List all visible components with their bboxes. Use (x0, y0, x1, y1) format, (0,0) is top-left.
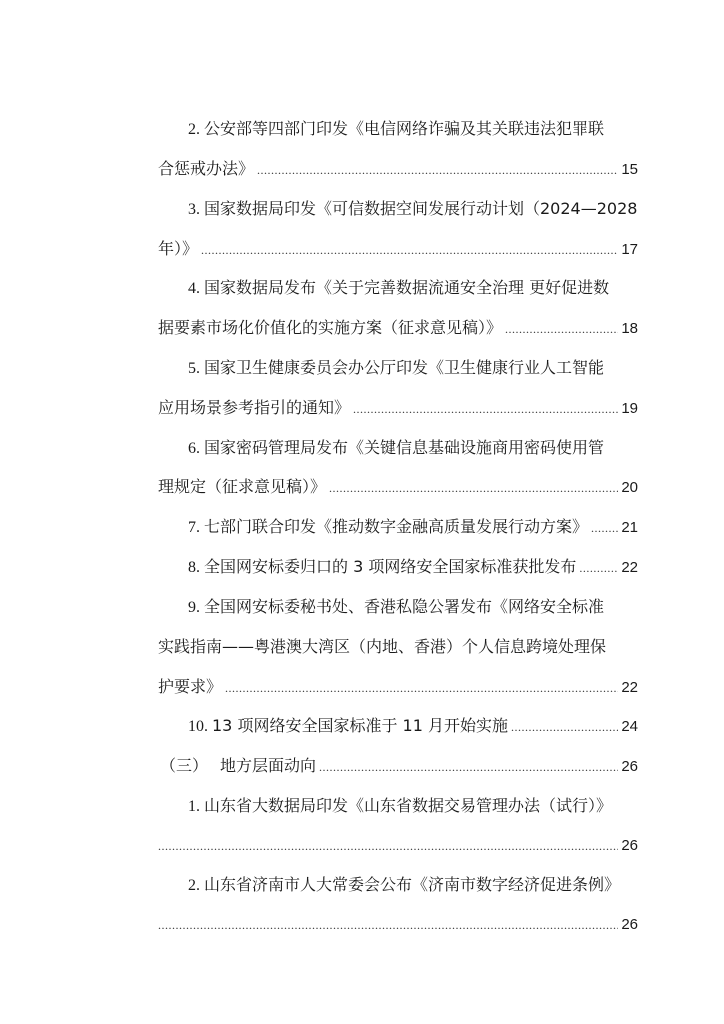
toc-item-title: 全国网安标委秘书处、香港私隐公署发布《网络安全标准 (204, 597, 605, 616)
leader-dots (579, 557, 618, 579)
section-title: 地方层面动向 (220, 756, 317, 775)
toc-item-5-line2[interactable] (158, 397, 638, 420)
toc-item-number: 6. (188, 440, 200, 457)
toc-item-7[interactable] (188, 516, 638, 539)
toc-item-title-cont: 合惩戒办法》 (158, 159, 255, 178)
toc-item-number: 3. (188, 201, 200, 218)
toc-local-item-1-line1 (188, 795, 638, 818)
toc-item-title: 国家数据局发布《关于完善数据流通安全治理 更好促进数 (204, 278, 610, 297)
leader-dots (201, 239, 618, 261)
leader-dots (505, 318, 618, 340)
toc-item-number: 10. (188, 718, 208, 735)
toc-item-title: 国家数据局印发《可信数据空间发展行动计划（2024—2028 (204, 199, 638, 218)
toc-item-title: 七部门联合印发《推动数字金融高质量发展行动方案》 (204, 517, 589, 536)
toc-page-number: 26 (621, 837, 638, 854)
toc-item-number: 5. (188, 360, 200, 377)
toc-item-number: 7. (188, 519, 200, 536)
toc-item-4-line1 (188, 277, 638, 300)
toc-item-title: 山东省大数据局印发《山东省数据交易管理办法（试行）》 (204, 796, 613, 815)
toc-item-title: 全国网安标委归口的 3 项网络安全国家标准获批发布 (204, 557, 577, 576)
toc-page-number: 21 (621, 519, 638, 536)
toc-item-5-line1 (188, 357, 638, 380)
toc-item-8[interactable] (188, 556, 638, 579)
toc-item-title: 公安部等四部门印发《电信网络诈骗及其关联违法犯罪联 (204, 119, 605, 138)
toc-item-title: 山东省济南市人大常委会公布《济南市数字经济促进条例》 (204, 875, 621, 894)
toc-section-local[interactable] (160, 755, 638, 778)
toc-item-3-line1 (188, 198, 638, 221)
toc-item-title: 国家密码管理局发布《关键信息基础设施商用密码使用管 (204, 438, 605, 457)
leader-dots (591, 517, 618, 539)
leader-dots (319, 756, 618, 778)
toc-item-number: 2. (188, 121, 200, 138)
toc-item-title-cont: 年）》 (158, 239, 199, 258)
leader-dots (511, 716, 618, 738)
toc-item-title-cont: 理规定（征求意见稿）》 (158, 477, 327, 496)
toc-item-9-line2 (158, 636, 638, 658)
toc-item-3-line2[interactable] (158, 238, 638, 261)
toc-item-9-line1 (188, 596, 638, 619)
toc-item-title-cont: 应用场景参考指引的通知》 (158, 398, 351, 417)
toc-item-title-cont: 据要素市场化价值化的实施方案（征求意见稿）》 (158, 318, 503, 337)
leader-dots (225, 677, 618, 699)
toc-page-number: 24 (621, 718, 638, 735)
toc-page-number: 26 (621, 916, 638, 933)
leader-dots (257, 159, 618, 181)
toc-item-6-line2[interactable] (158, 476, 638, 499)
toc-item-title: 国家卫生健康委员会办公厅印发《卫生健康行业人工智能 (204, 358, 605, 377)
toc-item-6-line1 (188, 437, 638, 460)
toc-item-10[interactable] (188, 715, 638, 738)
toc-item-number: 1. (188, 798, 200, 815)
toc-item-number: 2. (188, 877, 200, 894)
leader-dots (353, 398, 618, 420)
toc-page-number: 22 (621, 679, 638, 696)
toc-page-number: 19 (621, 400, 638, 417)
toc-item-title: 13 项网络安全国家标准于 11 月开始实施 (212, 716, 508, 735)
toc-page-number: 26 (621, 758, 638, 775)
toc-item-number: 4. (188, 280, 200, 297)
toc-local-item-2-line2[interactable] (158, 914, 638, 936)
toc-item-number: 8. (188, 559, 200, 576)
toc-page-number: 18 (621, 320, 638, 337)
toc-item-2-line1 (188, 118, 638, 141)
toc-page-number: 15 (621, 161, 638, 178)
leader-dots (158, 914, 618, 936)
toc-page-number: 22 (621, 559, 638, 576)
toc-item-2-line2[interactable] (158, 158, 638, 181)
toc-item-number: 9. (188, 599, 200, 616)
leader-dots (158, 835, 618, 857)
toc-item-title-cont: 护要求》 (158, 677, 223, 696)
toc-item-title-cont: 实践指南——粤港澳大湾区（内地、香港）个人信息跨境处理保 (158, 637, 607, 656)
section-label: （三） (160, 758, 209, 775)
leader-dots (329, 477, 618, 499)
toc-item-9-line3[interactable] (158, 676, 638, 699)
toc-page-number: 17 (621, 241, 638, 258)
toc-local-item-2-line1 (188, 874, 638, 897)
toc-item-4-line2[interactable] (158, 317, 638, 340)
toc-page-number: 20 (621, 479, 638, 496)
toc-local-item-1-line2[interactable] (158, 835, 638, 857)
